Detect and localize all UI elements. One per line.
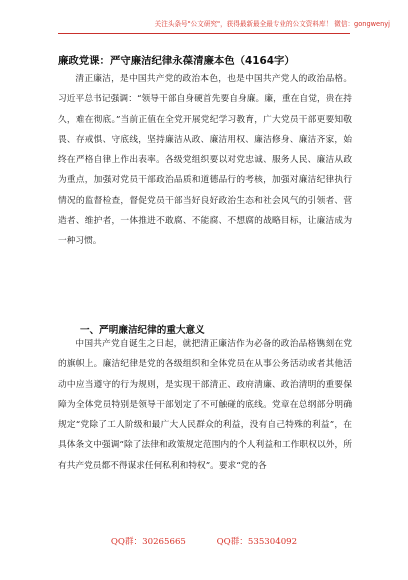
document-title: 廉政党课：严守廉洁纪律永葆清廉本色（4164字） xyxy=(58,55,295,67)
header-divider xyxy=(58,33,350,34)
section-heading-1: 一、严明廉洁纪律的重大意义 xyxy=(80,325,205,336)
header-note: 关注头条号"公文研究"，获得最新最全最专业的公文资料库！ 微信：gongwenyj xyxy=(154,20,390,28)
paragraph-intro: 清正廉洁，是中国共产党的政治本色，也是中国共产党人的政治品格。习近平总书记强调：“领导干部自身硬首先要自身廉。廉，重在自觉，贵在持久，难在彻底。”当前正值在全党开展党纪学习教育，广大党员干部更要知敬畏、存戒惧、守底线，坚持廉洁从政、廉洁用权、廉洁修身、廉洁齐家，始终在严格自律上作出表率。各级党组织要以对党忠诚、服务人民、廉洁从政为重点，加强对党员干部政治品质和道德品行的考核，加强对廉洁纪律执行情况的监督检查，督促党员干部当好良好政治生态和社会风气的引领者、营造者、维护者，一体推进不敢腐、不能腐、不想腐的战略目标，让廉洁成为一种习惯。 xyxy=(58,74,352,247)
paragraph-section-1: 中国共产党自诞生之日起，就把清正廉洁作为必备的政治品格镌刻在党的旗帜上。廉洁纪律是党的各级组织和全体党员在从事公务活动或者其他活动中应当遵守的行为规则，是实现干部清正、政府清廉、政治清明的重要保障为全体党员特别是领导干部划定了不可触碰的底线。党章在总纲部分明确规定“党除了工人阶级和最广大人民群众的利益，没有自己特殊的利益”，在具体条文中强调“除了法律和政策规定范围内的个人利益和工作职权以外，所有共产党员都不得谋求任何私利和特权”。要求“党的各 xyxy=(58,339,352,471)
footer-contacts xyxy=(0,535,408,547)
footer-qq-group-2: QQ群：535304092 xyxy=(216,537,298,547)
footer-qq-group-1: QQ群：30265665 xyxy=(110,537,186,547)
